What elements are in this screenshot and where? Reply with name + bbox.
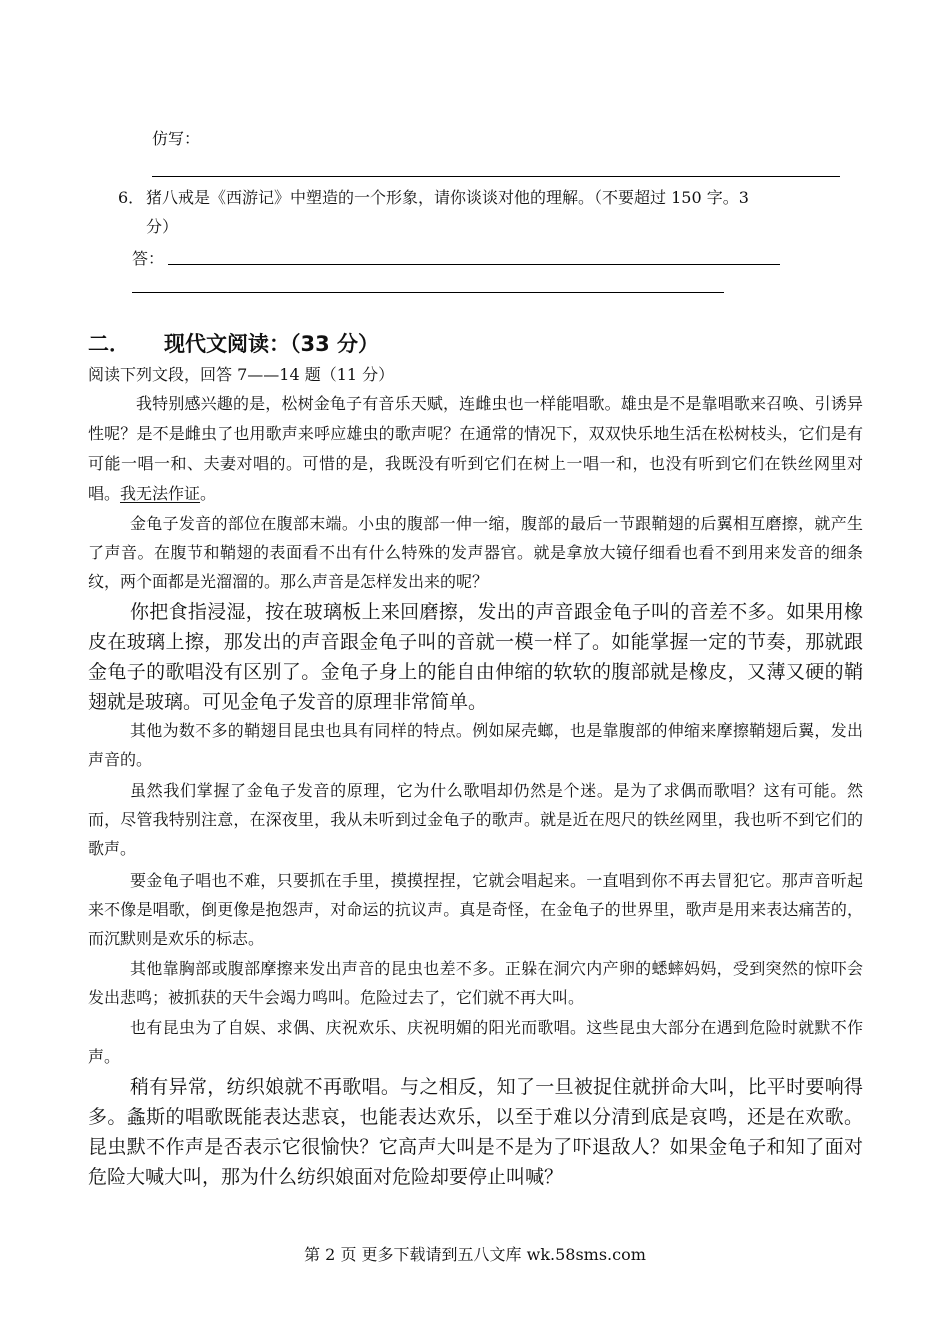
paragraph-3: 你把食指浸湿，按在玻璃板上来回磨擦，发出的声音跟金龟子叫的音差不多。如果用橡皮在玻璃上擦，那发出的声音跟金龟子叫的音就一模一样了。如能掌握一定的节奏，那就跟金龟子的歌唱没有区别了。金龟子身上的能自由伸缩的软软的腹部就是橡皮，又薄又硬的鞘翅就是玻璃。可见金龟子发音的原理非常简单。 [88,601,863,713]
paragraph-1 [88,389,863,509]
question6-number: 6． [118,188,145,207]
paragraph-7: 其他靠胸部或腹部摩擦来发出声音的昆虫也差不多。正躲在洞穴内产卵的蟋蟀妈妈，受到突然的惊吓会发出悲鸣；被抓获的天牛会竭力鸣叫。危险过去了，它们就不再大叫。 [88,959,863,1007]
paragraph-1-underlined: 我无法作证 [120,484,201,503]
answer-label: 答： [132,249,165,268]
reading-instruction: 阅读下列文段，回答 7——14 题（11 分） [88,365,395,384]
paragraph-5: 虽然我们掌握了金龟子发音的原理，它为什么歌唱却仍然是个迷。是为了求偶而歌唱？这有可能。然而，尽管我特别注意，在深夜里，我从未听到过金龟子的歌声。就是近在咫尺的铁丝网里，我也听不到它们的歌声。 [88,781,863,858]
imitation-answer-line [152,176,840,177]
question6-text-continued: 分） [146,217,179,236]
imitation-label: 仿写： [152,129,201,148]
page-footer: 第 2 页 更多下载请到五八文库 wk.58sms.com [304,1245,646,1264]
section-heading-title: 现代文阅读：（33 分） [164,332,380,356]
paragraph-8: 也有昆虫为了自娱、求偶、庆祝欢乐、庆祝明媚的阳光而歌唱。这些昆虫大部分在遇到危险时就默不作声。 [88,1018,863,1066]
paragraph-1-end: 。 [200,484,217,503]
paragraph-6: 要金龟子唱也不难，只要抓在手里，摸摸捏捏，它就会唱起来。一直唱到你不再去冒犯它。那声音听起来不像是唱歌，倒更像是抱怨声，对命运的抗议声。真是奇怪，在金龟子的世界里，歌声是用来表达痛苦的，而沉默则是欢乐的标志。 [88,871,863,948]
paragraph-1-text: 我特别感兴趣的是，松树金龟子有音乐天赋，连雌虫也一样能唱歌。雄虫是不是靠唱歌来召唤、引诱异性呢？是不是雌虫了也用歌声来呼应雄虫的歌声呢？在通常的情况下，双双快乐地生活在松树枝头，它们是有可能一唱一和、夫妻对唱的。可惜的是，我既没有听到它们在树上一唱一和，也没有听到它们在铁丝网里对唱。 [88,394,863,503]
answer-line-2 [132,292,724,293]
question6-text: 猪八戒是《西游记》中塑造的一个形象，请你谈谈对他的理解。（不要超过 150 字。3 [146,188,749,207]
answer-line-1 [168,264,780,265]
section-heading-number: 二． [88,332,130,356]
paragraph-4: 其他为数不多的鞘翅目昆虫也具有同样的特点。例如屎壳螂，也是靠腹部的伸缩来摩擦鞘翅后翼，发出声音的。 [88,721,863,769]
paragraph-9: 稍有异常，纺织娘就不再歌唱。与之相反，知了一旦被捉住就拼命大叫，比平时要响得多。螽斯的唱歌既能表达悲哀，也能表达欢乐，以至于难以分清到底是哀鸣，还是在欢歌。昆虫默不作声是否表示它很愉快？它高声大叫是不是为了吓退敌人？如果金龟子和知了面对危险大喊大叫，那为什么纺织娘面对危险却要停止叫喊？ [88,1076,863,1188]
paragraph-2: 金龟子发音的部位在腹部末端。小虫的腹部一伸一缩，腹部的最后一节跟鞘翅的后翼相互磨擦，就产生了声音。在腹节和鞘翅的表面看不出有什么特殊的发声器官。就是拿放大镜仔细看也看不到用来发音的细条纹，两个面都是光溜溜的。那么声音是怎样发出来的呢？ [88,514,863,591]
